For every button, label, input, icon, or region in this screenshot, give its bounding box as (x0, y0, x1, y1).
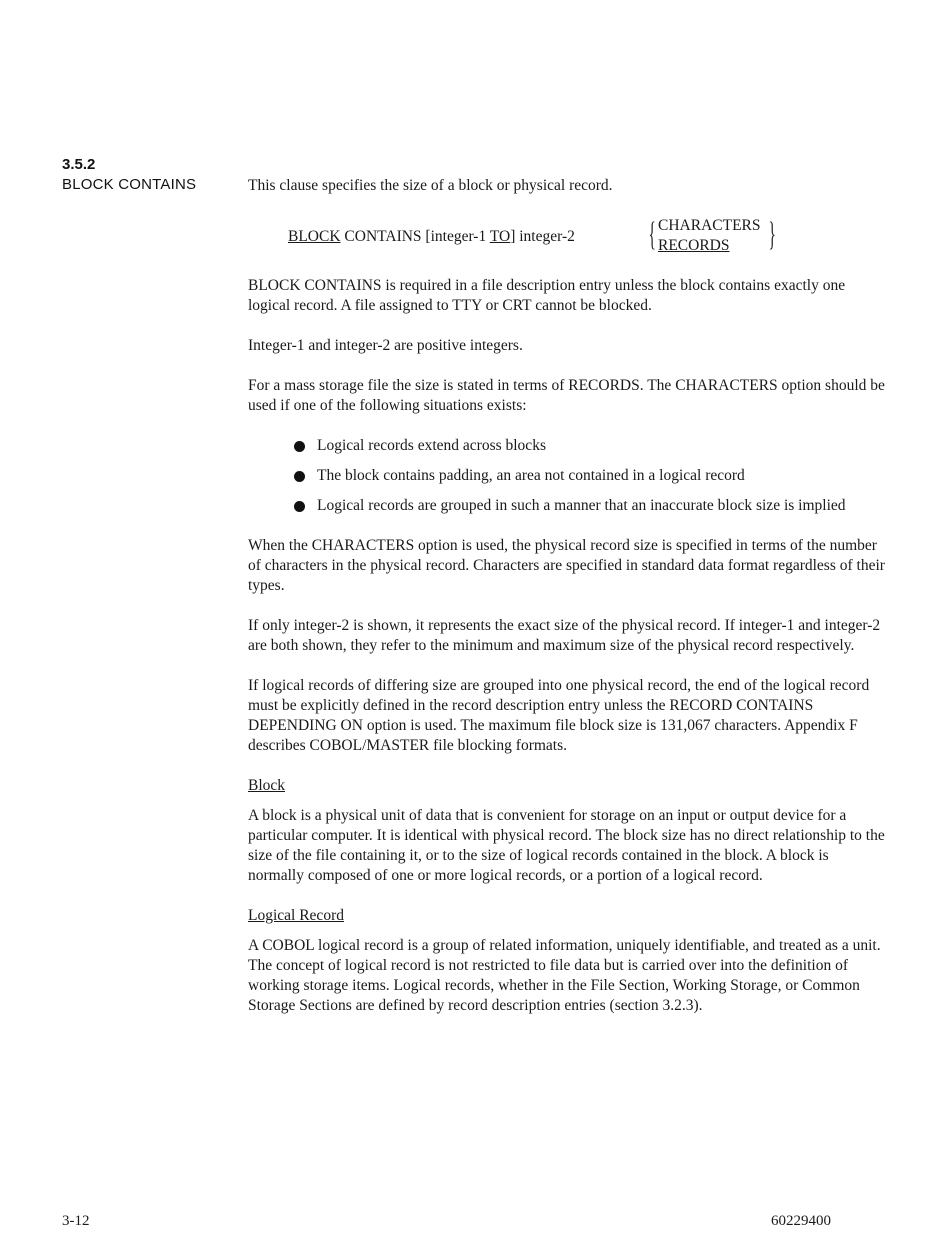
list-item-text: Logical records extend across blocks (317, 437, 546, 454)
section-title: BLOCK CONTAINS (62, 176, 197, 193)
syntax-to: TO (489, 228, 511, 245)
syntax-keyword: BLOCK (288, 228, 341, 245)
paragraph: BLOCK CONTAINS is required in a file description entry unless the block contains exactly one logical record. A file assigned to TTY or CRT cannot be blocked. (248, 277, 846, 314)
bullet-icon (294, 501, 305, 512)
paragraph: Integer-1 and integer-2 are positive integers. (248, 337, 523, 354)
syntax-option-records: RECORDS (658, 237, 730, 254)
block-heading: Block (248, 777, 286, 794)
body-text (248, 176, 888, 1036)
bullet-list (248, 436, 888, 516)
list-item (248, 496, 888, 516)
syntax-line (288, 227, 575, 247)
bullet-icon (294, 441, 305, 452)
intro-paragraph: This clause specifies the size of a block or physical record. (248, 177, 613, 194)
section-number: 3.5.2 (62, 156, 96, 173)
syntax-option-characters: CHARACTERS (658, 217, 761, 234)
paragraph: When the CHARACTERS option is used, the physical record size is specified in terms of the number of characters in the physical record. Characters are specified in standard data format regardless of their types. (248, 537, 885, 594)
bullet-icon (294, 471, 305, 482)
syntax-format (288, 216, 888, 256)
list-item (248, 466, 888, 486)
list-item (248, 436, 888, 456)
paragraph: If logical records of differing size are grouped into one physical record, the end of the logical record must be explicitly defined in the record description entry unless the RECORD CONTAINS DEPENDING ON option is used. The maximum file block size is 131,067 characters. Appendix F describes COBOL/MASTER file blocking formats. (248, 677, 870, 754)
right-brace: } (768, 216, 776, 253)
paragraph: If only integer-2 is shown, it represents the exact size of the physical record. If integer-1 and integer-2 are both shown, they refer to the minimum and maximum size of the physical record respectively. (248, 617, 881, 654)
logical-record-heading: Logical Record (248, 907, 344, 924)
paragraph: For a mass storage file the size is stated in terms of RECORDS. The CHARACTERS option should be used if one of the following situations exists: (248, 377, 885, 414)
left-brace: { (648, 216, 656, 253)
syntax-rest: CONTAINS [integer-1 (340, 228, 490, 245)
list-item-text: Logical records are grouped in such a manner that an inaccurate block size is implied (317, 497, 846, 514)
list-item-text: The block contains padding, an area not contained in a logical record (317, 467, 745, 484)
logical-record-paragraph: A COBOL logical record is a group of related information, uniquely identifiable, and treated as a unit. The concept of logical record is not restricted to file data but is carried over into the definition of working storage items. Logical records, whether in the File Section, Working Storage, or Common Storage Sections are defined by record description entries (section 3.2.3). (248, 937, 881, 1014)
page-number: 3-12 (62, 1213, 90, 1229)
syntax-rest2: ] integer-2 (510, 228, 575, 245)
block-paragraph: A block is a physical unit of data that is convenient for storage on an input or output device for a particular computer. It is identical with physical record. The block size has no direct relationship to the size of the file containing it, or to the size of logical records contained in the block. A block is normally composed of one or more logical records, or a portion of a logical record. (248, 807, 885, 884)
document-number: 60229400 (771, 1213, 831, 1229)
